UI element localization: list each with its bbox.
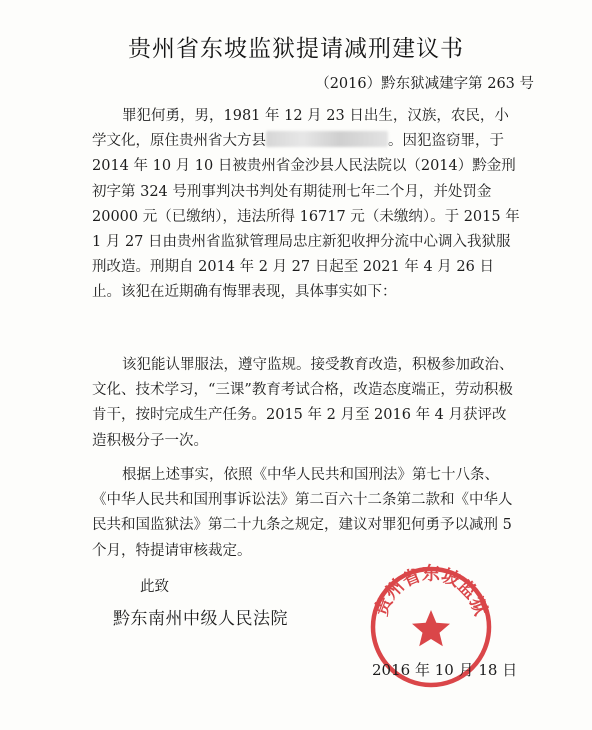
- seal-text: 贵州省东坡监狱: [370, 563, 492, 619]
- redacted-address: [266, 131, 388, 147]
- paragraph-3-text: 根据上述事实，依照《中华人民共和国刑法》第七十八条、《中华人民共和国刑事诉讼法》第二百六十二条第二款和《中华人民共和国监狱法》第二十九条之规定，建议对罪犯何勇予以减刑 5 个月，特提请审核裁定。: [92, 467, 513, 559]
- svg-text:贵州省东坡监狱: [371, 563, 492, 619]
- addressee: 黔东南州中级人民法院: [113, 609, 288, 629]
- document-title: 贵州省东坡监狱提请减刑建议书: [128, 36, 464, 62]
- document-number: （2016）黔东狱减建字第 263 号: [315, 76, 534, 92]
- document-date: 2016 年 10 月 18 日: [372, 661, 518, 679]
- star-icon: [412, 610, 450, 646]
- paragraph-1-text-b: 。因犯盗窃罪，于 2014 年 10 月 10 日被贵州省金沙县人民法院以（2014）黔金刑初字第 324 号刑事判决书判处有期徒刑七年二个月，并处罚金 20000 元（已缴纳），违法所得 16717 元（未缴纳）。于 2015 年 1 月 27 日由贵州省监狱管理局忠庄新犯收押分流中心调入我狱服刑改造。刑期自 2014 年 2 月 27 日起至 2021 年 4 月 26 日止。该犯在近期确有悔罪表现，具体事实如下：: [92, 133, 520, 301]
- paragraph-2-text: 该犯能认罪服法，遵守监规。接受教育改造，积极参加政治、文化、技术学习，“三课”教育考试合格，改造态度端正，劳动积极肯干，按时完成生产任务。2015 年 2 月至 2016 年 4 月获评改造积极分子一次。: [92, 357, 514, 449]
- paragraph-criminal-info: [92, 104, 520, 306]
- paragraph-recommendation: [92, 463, 520, 564]
- salutation: 此致: [140, 579, 169, 595]
- paragraph-facts: [92, 353, 520, 454]
- paragraph-1-text-a: 罪犯何勇，男，1981 年 12 月 23 日出生，汉族，农民，小学文化，原住贵州省大方县: [92, 108, 509, 150]
